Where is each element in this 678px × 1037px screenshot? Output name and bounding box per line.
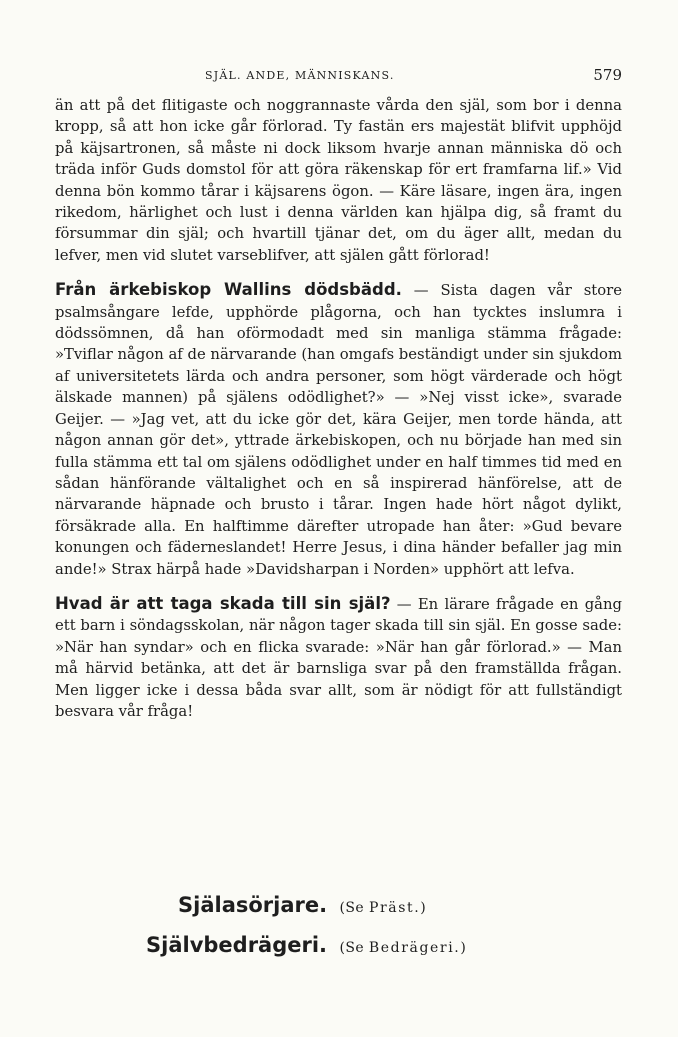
- section-heading-wallin: Från ärkebiskop Wallins dödsbädd.: [55, 280, 402, 300]
- xref-see-open: (Se: [339, 900, 369, 916]
- xref-see-open: (Se: [339, 940, 369, 956]
- xref-heading-self-deception: Självbedrägeri.: [146, 933, 328, 957]
- page-body: [55, 95, 622, 722]
- section-text-soul-harm: — En lärare frågade en gång ett barn i söndagsskolan, när någon tager skada till sin själ. En gosse sade: »När han syndar» och en flicka svarade: »När han går förlorad.» — Man må härvid betänka, att det är barnsliga svar på den framställda frågan. Men ligger icke i dessa båda svar allt, som är nödigt för att fullständigt besvara vår fråga!: [55, 595, 622, 720]
- intro-paragraph: än att på det flitigaste och noggrannaste vårda den själ, som bor i denna kropp, så att hon icke går förlorad. Ty fastän ers majestät blifvit upphöjd på käjsartronen, så måste ni dock liksom hvarje annan människa dö och träda inför Guds domstol för att göra räkenskap för ert framfarna lif.» Vid denna bön kommo tårar i käjsarens ögon. — Käre läsare, ingen ära, ingen rikedom, härlighet och lust i denna världen kan hjälpa dig, så framt du försummar din själ; och hvartill tjänar det, om du äger allt, medan du lefver, men vid slutet varseblifver, att själen gått förlorad!: [55, 97, 622, 264]
- xref-target-link[interactable]: Präst.: [368, 900, 421, 916]
- section-heading-soul-harm: Hvad är att taga skada till sin själ?: [55, 593, 391, 613]
- section-text-wallin: — Sista dagen vår store psalmsångare lefde, upphörde plågorna, och han tycktes inslumra i dödssömnen, då han oförmodadt med sin manliga stämma frågade: »Tviflar någon af de närvarande (han omgafs beständigt under sin sjukdom af universitetets lärda och andra personer, som högt värderade och högt älskade mannen) på själens odödlighet?» — »Nej visst icke», svarade Geijer. — »Jag vet, att du icke gör det, kära Geijer, men torde hända, att någon annan gör det», yttrade ärkebiskopen, och nu började han med sin fulla stämma ett tal om själens odödlighet under en half timmes tid med en sådan hänförande vältalighet och en så inspirerad hänförelse, att de närvarande häpnade och brusto i tårar. Ingen hade hört något dylikt, försäkrade alla. En halftimme därefter utropade han åter: »Gud bevare konungen och fäderneslandet! Herre Jesus, i dina händer befaller jag min ande!» Strax härpå hade »Davidsharpan i Norden» upphört att lefva.: [55, 282, 622, 578]
- xref-see-close: ): [420, 900, 427, 916]
- cross-reference-self-deception: [146, 933, 466, 957]
- page-header: [55, 66, 622, 86]
- xref-heading-soul-carer: Själasörjare.: [178, 893, 328, 917]
- running-title: SJÄL. ANDE, MÄNNISKANS.: [205, 69, 395, 82]
- section-soul-harm: [55, 593, 622, 722]
- cross-reference-soul-carer: [178, 893, 426, 917]
- xref-see-self-deception: [339, 940, 466, 956]
- xref-see-close: ): [460, 940, 467, 956]
- page-number: 579: [593, 66, 622, 84]
- xref-target-link[interactable]: Bedrägeri.: [368, 940, 461, 956]
- section-wallin: [55, 279, 622, 580]
- xref-see-soul-carer: [340, 900, 427, 916]
